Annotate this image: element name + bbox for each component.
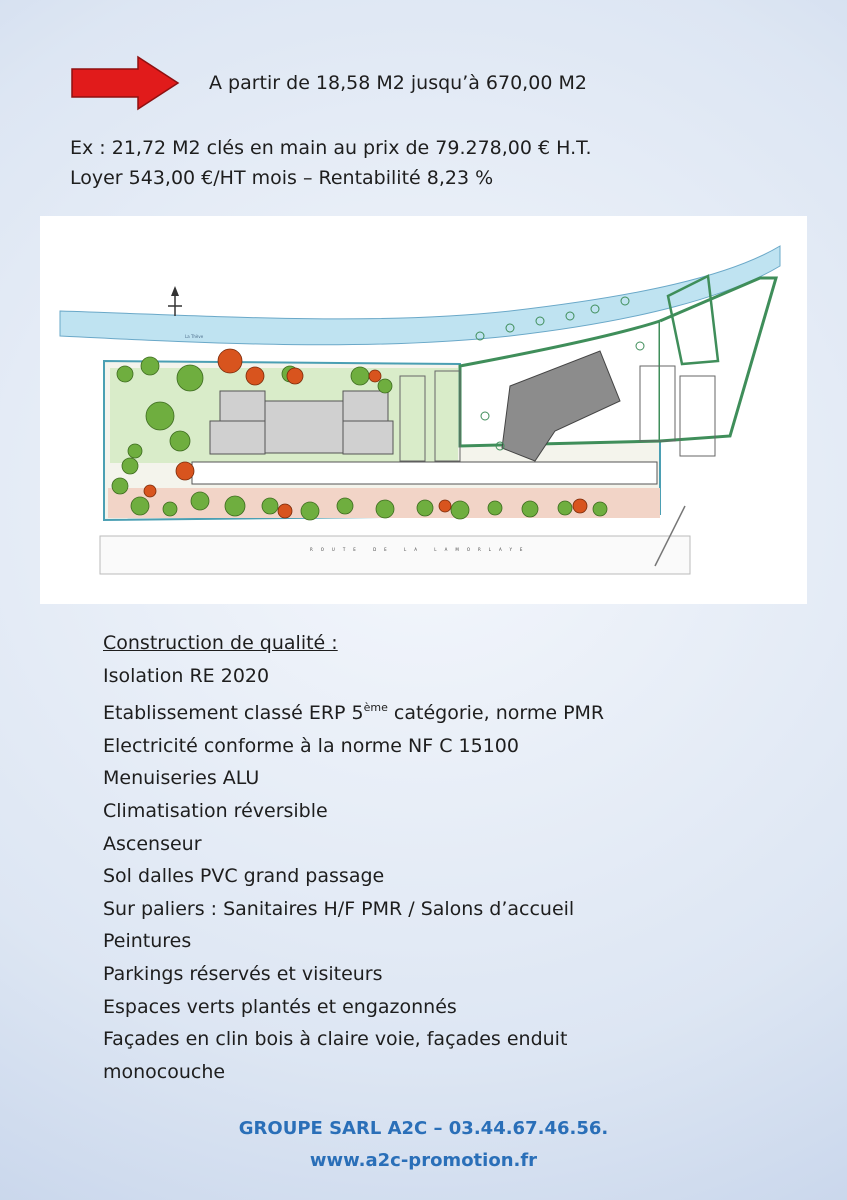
feature-item: monocouche [103,1060,226,1083]
road [100,536,690,574]
feature-item: Espaces verts plantés et engazonnés [103,995,457,1018]
feature-item: Peintures [103,930,192,953]
feature-item: Sur paliers : Sanitaires H/F PMR / Salons d’accueil [103,897,575,920]
site-plan [40,216,807,604]
feature-erp-sup: ème [363,701,388,715]
feature-erp-prefix: Etablissement classé ERP 5 [103,702,364,725]
feature-item: Climatisation réversible [103,799,328,822]
features-title: Construction de qualité : [103,632,338,654]
building [265,401,343,453]
feature-erp-suffix: catégorie, norme PMR [387,702,605,725]
access-lane [192,462,657,484]
building [220,391,265,421]
feature-item: Menuiseries ALU [103,767,260,790]
building [343,421,393,454]
north-compass-icon [168,286,182,316]
road-label: ROUTE DE LA LAMORLAYE [310,547,531,552]
feature-item [103,692,803,730]
surface-range-headline: A partir de 18,58 M2 jusqu’à 670,00 M2 [209,72,587,94]
price-example: Ex : 21,72 M2 clés en main au prix de 79.278,00 € H.T. [70,137,592,159]
company-contact: GROUPE SARL A2C – 03.44.67.46.56. [238,1118,609,1139]
rent-yield: Loyer 543,00 €/HT mois – Rentabilité 8,23 % [70,167,494,189]
river-label: La Thève [185,334,204,339]
feature-item: Façades en clin bois à claire voie, façades enduit [103,1028,568,1051]
right-arrow-icon [70,55,180,111]
feature-item: Sol dalles PVC grand passage [103,865,385,888]
quality-features [103,627,803,1088]
building [210,421,265,454]
pricing-block [70,133,592,193]
website-link[interactable]: www.a2c-promotion.fr [309,1150,538,1171]
feature-item: Parkings réservés et visiteurs [103,962,383,985]
feature-item: Ascenseur [103,832,202,855]
building [343,391,388,421]
feature-item: Isolation RE 2020 [103,664,270,687]
feature-item: Electricité conforme à la norme NF C 15100 [103,734,519,757]
